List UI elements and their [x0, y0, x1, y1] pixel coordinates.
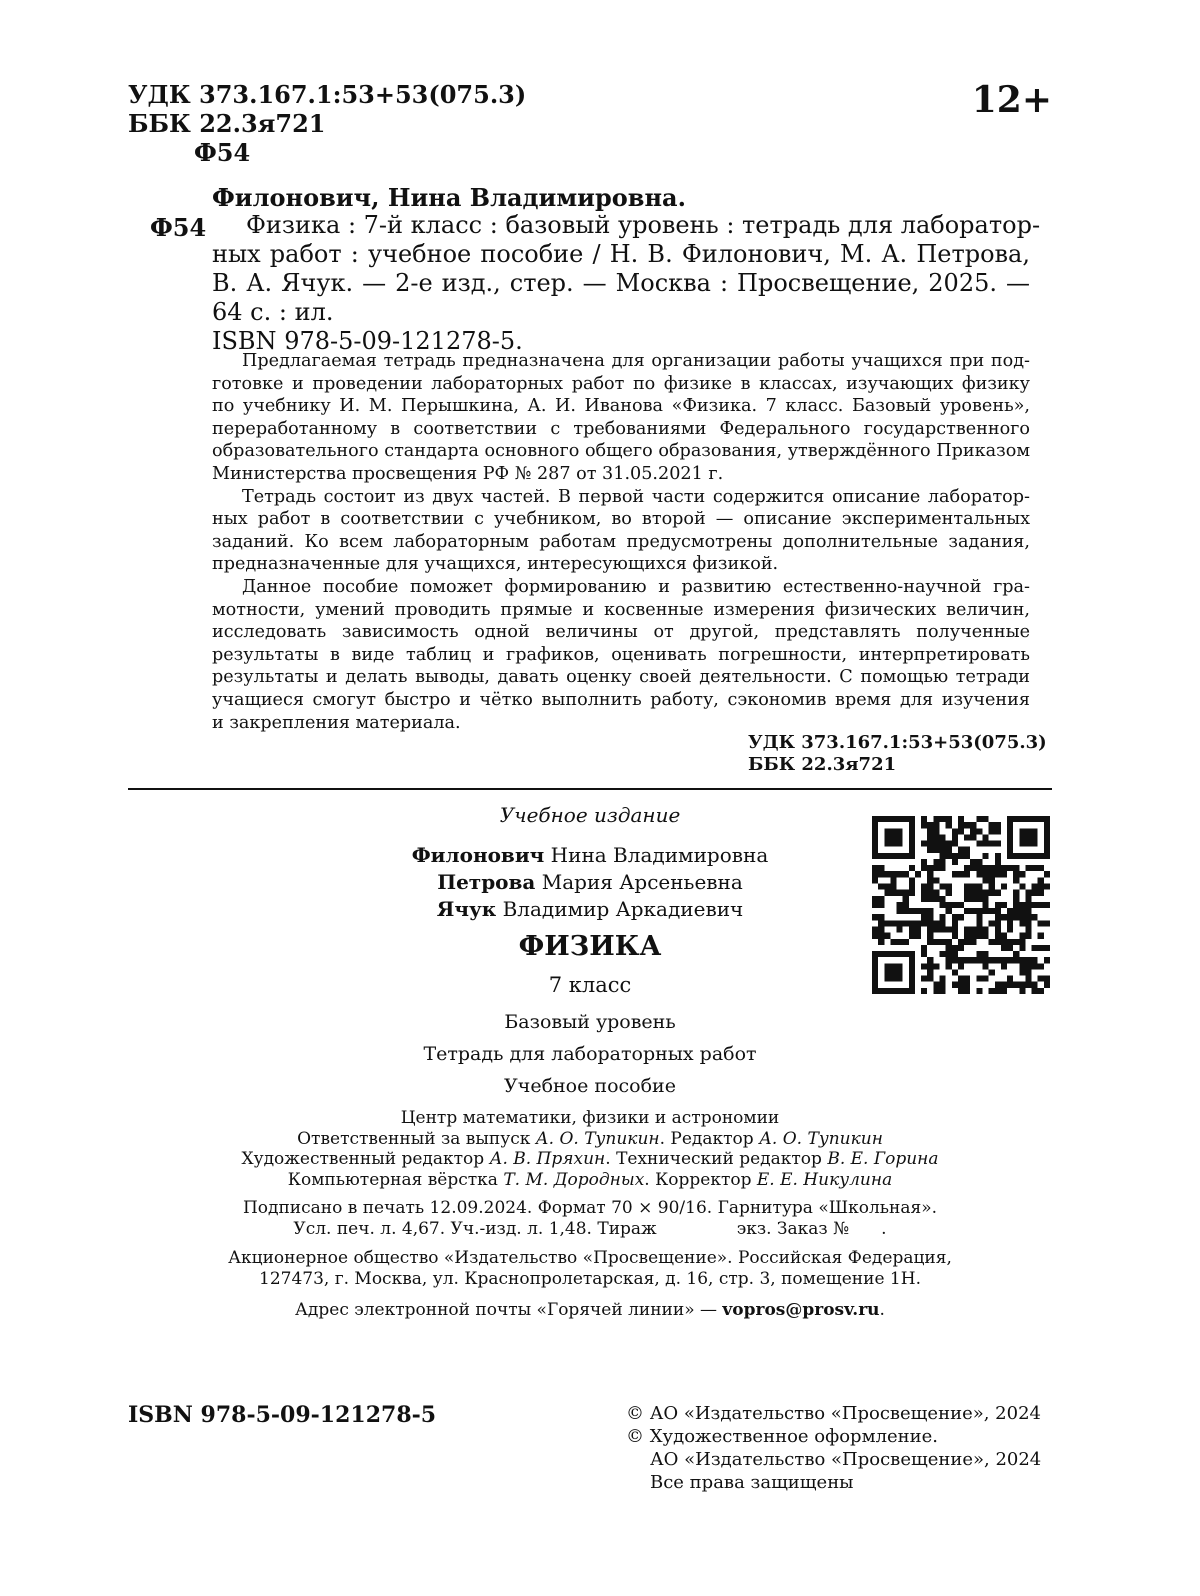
- catalog-line: Физика : 7-й класс : базовый уровень : тетрадь для лаборатор-: [246, 211, 1041, 239]
- abstract: [212, 350, 1030, 734]
- publisher-line: Акционерное общество «Издательство «Просвещение». Российская Федерация,: [228, 1248, 952, 1268]
- divider: [128, 788, 1052, 790]
- catalog-line: ных работ : учебное пособие / Н. В. Филонович, М. А. Петрова,: [212, 240, 1030, 268]
- order-label: экз. Заказ №: [736, 1218, 850, 1239]
- credit-person: А. О. Тупикин: [759, 1128, 883, 1149]
- abstract-line: образовательного стандарта основного общего образования, утверждённого Приказом: [212, 441, 1030, 462]
- abstract-line: Тетрадь состоит из двух частей. В первой части содержится описание лаборатор-: [242, 486, 1030, 507]
- hotline-email: [0, 1300, 1180, 1321]
- abstract-line: переработанному в соответствии с требованиями Федерального государственного: [212, 418, 1030, 439]
- credit-role: Художественный редактор: [241, 1149, 490, 1169]
- credits: [0, 1108, 1180, 1190]
- abstract-line: исследовать зависимость одной величины от другой, представлять полученные: [212, 622, 1030, 643]
- classification-codes: [128, 80, 526, 167]
- abstract-line: по учебнику И. М. Перышкина, А. И. Иванова «Физика. 7 класс. Базовый уровень»,: [212, 396, 1030, 417]
- abstract-line: готовке и проведении лабораторных работ по физике в классах, изучающих физику: [212, 373, 1030, 394]
- credit-person: В. Е. Горина: [827, 1149, 939, 1169]
- abstract-line: результаты в виде таблиц и графиков, оценивать погрешности, интерпретировать: [212, 644, 1030, 665]
- abstract-line: предназначенные для учащихся, интересующихся физикой.: [212, 554, 779, 575]
- print-run-label: Усл. печ. л. 4,67. Уч.-изд. л. 1,48. Тираж: [293, 1218, 657, 1239]
- bbk-code: ББК 22.3я721: [128, 109, 326, 138]
- author-surname: Ячук: [436, 897, 497, 921]
- abstract-line: Данное пособие поможет формированию и развитию естественно-научной гра-: [242, 576, 1030, 597]
- copyright-line: © Художественное оформление.: [626, 1426, 939, 1447]
- book-title: ФИЗИКА: [518, 931, 662, 962]
- abstract-line: Предлагаемая тетрадь предназначена для организации работы учащихся при под-: [242, 351, 1030, 371]
- credit-person: Т. М. Дородных: [503, 1169, 645, 1190]
- catalog-author-heading: Филонович, Нина Владимировна.: [212, 183, 686, 212]
- author-name: Мария Арсеньевна: [535, 870, 743, 894]
- catalog-index: Ф54: [150, 213, 207, 242]
- credits-line: [0, 1129, 1180, 1150]
- abstract-line: ных работ в соответствии с учебником, во второй — описание экспериментальных: [212, 509, 1030, 530]
- abstract-line: и закрепления материала.: [212, 712, 461, 733]
- bbk-code: ББК 22.3я721: [748, 754, 897, 775]
- book-type: Тетрадь для лабораторных работ: [423, 1043, 757, 1065]
- author-index: Ф54: [194, 138, 251, 167]
- abstract-line: учащиеся смогут быстро и чётко выполнить работу, сэкономив время для изучения: [212, 689, 1030, 710]
- credits-line: [0, 1149, 1180, 1170]
- author-surname: Филонович: [411, 843, 545, 867]
- book-level: Базовый уровень: [504, 1011, 676, 1033]
- credit-role: . Редактор: [659, 1128, 760, 1149]
- isbn: ISBN 978-5-09-121278-5: [128, 1402, 437, 1428]
- email-label: Адрес электронной почты «Горячей линии» —: [295, 1300, 723, 1320]
- credit-role: . Технический редактор: [605, 1149, 828, 1169]
- catalog-isbn: ISBN 978-5-09-121278-5.: [212, 327, 523, 355]
- credit-role: Ответственный за выпуск: [297, 1128, 536, 1149]
- edition-type: Учебное издание: [499, 803, 681, 827]
- udk-code: УДК 373.167.1:53+53(075.3): [748, 732, 1047, 753]
- udk-code: УДК 373.167.1:53+53(075.3): [128, 80, 527, 109]
- abstract-codes: [748, 732, 1047, 776]
- publisher-line: 127473, г. Москва, ул. Краснопролетарская, д. 16, стр. 3, помещение 1Н.: [259, 1268, 921, 1289]
- email-link[interactable]: vopros@prosv.ru: [722, 1300, 880, 1320]
- abstract-line: Министерства просвещения РФ № 287 от 31.05.2021 г.: [212, 463, 724, 484]
- author-name: Владимир Аркадиевич: [496, 897, 744, 921]
- abstract-line: результаты и делать выводы, давать оценку своей деятельности. С помощью тетради: [212, 667, 1030, 688]
- copyright-line: АО «Издательство «Просвещение», 2024: [650, 1449, 1042, 1470]
- credit-role: . Корректор: [644, 1169, 757, 1190]
- book-purpose: Учебное пособие: [504, 1075, 676, 1097]
- publisher-info: [0, 1248, 1180, 1289]
- print-line: [0, 1219, 1180, 1240]
- copyright: [626, 1402, 1041, 1494]
- catalog-line: В. А. Ячук. — 2-е изд., стер. — Москва : Просвещение, 2025. —: [212, 269, 1030, 297]
- author-name: Нина Владимировна: [544, 843, 769, 867]
- abstract-line: мотности, умений проводить прямые и косвенные измерения физических величин,: [212, 599, 1030, 620]
- book-grade: 7 класс: [548, 973, 632, 997]
- copyright-line: Все права защищены: [650, 1472, 854, 1493]
- qr-code-icon: [872, 816, 1050, 994]
- copyright-line: © АО «Издательство «Просвещение», 2024: [626, 1403, 1041, 1424]
- catalog-description: [212, 211, 1041, 356]
- order-end: .: [881, 1218, 887, 1239]
- center-name: Центр математики, физики и астрономии: [400, 1108, 780, 1128]
- credit-role: Компьютерная вёрстка: [287, 1169, 504, 1190]
- print-line: Подписано в печать 12.09.2024. Формат 70 × 90/16. Гарнитура «Школьная».: [242, 1198, 938, 1218]
- email-end: .: [879, 1300, 885, 1320]
- credits-line: [0, 1170, 1180, 1191]
- credit-person: А. В. Пряхин: [489, 1149, 606, 1169]
- abstract-line: заданий. Ко всем лабораторным работам предусмотрены дополнительные задания,: [212, 531, 1030, 552]
- credit-person: А. О. Тупикин: [535, 1128, 660, 1149]
- age-rating: 12+: [971, 79, 1052, 121]
- credit-person: Е. Е. Никулина: [756, 1169, 893, 1190]
- catalog-line: 64 с. : ил.: [212, 298, 334, 326]
- author-surname: Петрова: [437, 870, 536, 894]
- print-info: [0, 1198, 1180, 1239]
